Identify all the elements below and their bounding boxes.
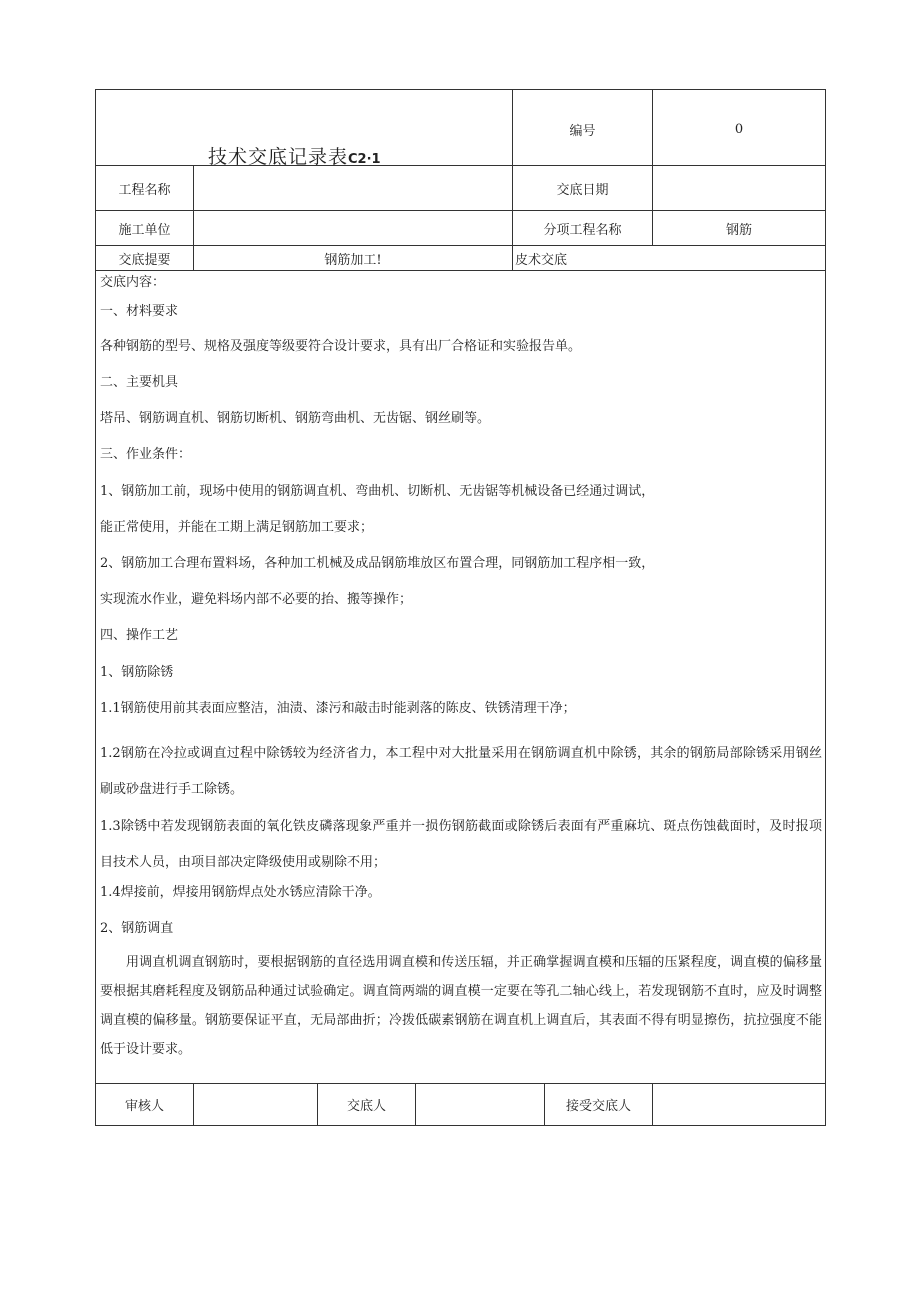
content-intro: 交底内容： bbox=[100, 275, 166, 290]
section4-item-2-text: 用调直机调直钢筋时，要根据钢筋的直径选用调直模和传送压辐，并正确掌握调直模和压辐的压紧程度，调直模的偏移量要根据其磨耗程度及钢筋品种通过试验确定。调直筒两端的调直模一定要在等孔二轴心线上，若发现钢筋不直时，应及时调整调直模的偏移量。钢筋要保证平直，无局部曲折；冷拨低碳素钢筋在调直机上调直后，其表面不得有明显擦伤，抗拉强度不能低于设计要求。 bbox=[100, 955, 822, 1057]
section1-title: 一、材料要求 bbox=[100, 304, 179, 319]
summary-label: 交底提要 bbox=[118, 252, 171, 268]
summary-value: 钢筋加工! bbox=[324, 252, 382, 268]
project-name-label: 工程名称 bbox=[118, 182, 171, 198]
section4-item-1-2: 1.2钢筋在冷拉或调直过程中除锈较为经济省力，本工程中对大批量采用在钢筋调直机中除锈，其余的钢筋局部除锈采用钢丝刷或砂盘进行手工除锈。 bbox=[100, 746, 822, 797]
receiver-field[interactable] bbox=[653, 1084, 825, 1125]
rule-summary-bottom bbox=[96, 270, 825, 271]
section1-text: 各种钢筋的型号、规格及强度等级要符合设计要求，具有出厂合格证和实验报告单。 bbox=[100, 339, 582, 354]
section3-item2-line2: 实现流水作业，避免料场内部不必要的抬、搬等操作； bbox=[100, 592, 413, 607]
section4-item-1-3: 1.3除锈中若发现钢筋表面的氧化铁皮磷落现象严重并一损伤钢筋截面或除锈后表面有严重麻坑、斑点伤蚀截面时，及时报项目技术人员，由项目部决定降级使用或剔除不用； bbox=[100, 819, 822, 870]
discloser-field[interactable] bbox=[416, 1084, 544, 1125]
subitem-value: 钢筋 bbox=[725, 222, 752, 238]
section3-item2-line1: 2、钢筋加工合理布置料场，各种加工机械及成品钢筋堆放区布置合理，同钢筋加工程序相一致， bbox=[100, 556, 655, 571]
section4-item-1-4: 1.4焊接前，焊接用钢筋焊点处水锈应清除干净。 bbox=[100, 885, 381, 900]
summary-extra: 皮术交底 bbox=[515, 252, 568, 268]
section4-sub2-title: 2、钢筋调直 bbox=[100, 921, 174, 936]
reviewer-label: 审核人 bbox=[124, 1099, 164, 1114]
title-text: 技术交底记录表 bbox=[208, 146, 349, 168]
section3-title: 三、作业条件： bbox=[100, 447, 192, 462]
section4-sub1-title: 1、钢筋除锈 bbox=[100, 665, 174, 680]
section3-item1-line2: 能正常使用，并能在工期上满足钢筋加工要求； bbox=[100, 520, 374, 535]
number-value: 0 bbox=[734, 121, 744, 137]
date-field[interactable] bbox=[653, 166, 825, 210]
disclosure-record-sheet bbox=[95, 89, 826, 1126]
section2-text: 塔吊、钢筋调直机、钢筋切断机、钢筋弯曲机、无齿锯、钢丝刷等。 bbox=[100, 411, 491, 426]
unit-field[interactable] bbox=[194, 211, 512, 245]
reviewer-field[interactable] bbox=[194, 1084, 317, 1125]
section4-item-1-1: 1.1钢筋使用前其表面应整洁，油渍、漆污和敲击时能剥落的陈皮、铁锈清理干净； bbox=[100, 701, 576, 716]
receiver-label: 接受交底人 bbox=[565, 1099, 631, 1114]
document-title bbox=[208, 142, 381, 169]
subitem-label: 分项工程名称 bbox=[543, 222, 622, 238]
section4-title: 四、操作工艺 bbox=[100, 628, 179, 643]
project-name-field[interactable] bbox=[194, 166, 512, 210]
date-label: 交底日期 bbox=[556, 182, 609, 198]
discloser-label: 交底人 bbox=[346, 1099, 386, 1114]
section2-title: 二、主要机具 bbox=[100, 375, 179, 390]
unit-label: 施工单位 bbox=[118, 222, 171, 238]
form-code: C2·1 bbox=[348, 152, 381, 167]
section3-item1-line1: 1、钢筋加工前，现场中使用的钢筋调直机、弯曲机、切断机、无齿锯等机械设备已经通过调试， bbox=[100, 484, 655, 499]
number-label: 编号 bbox=[569, 123, 596, 139]
